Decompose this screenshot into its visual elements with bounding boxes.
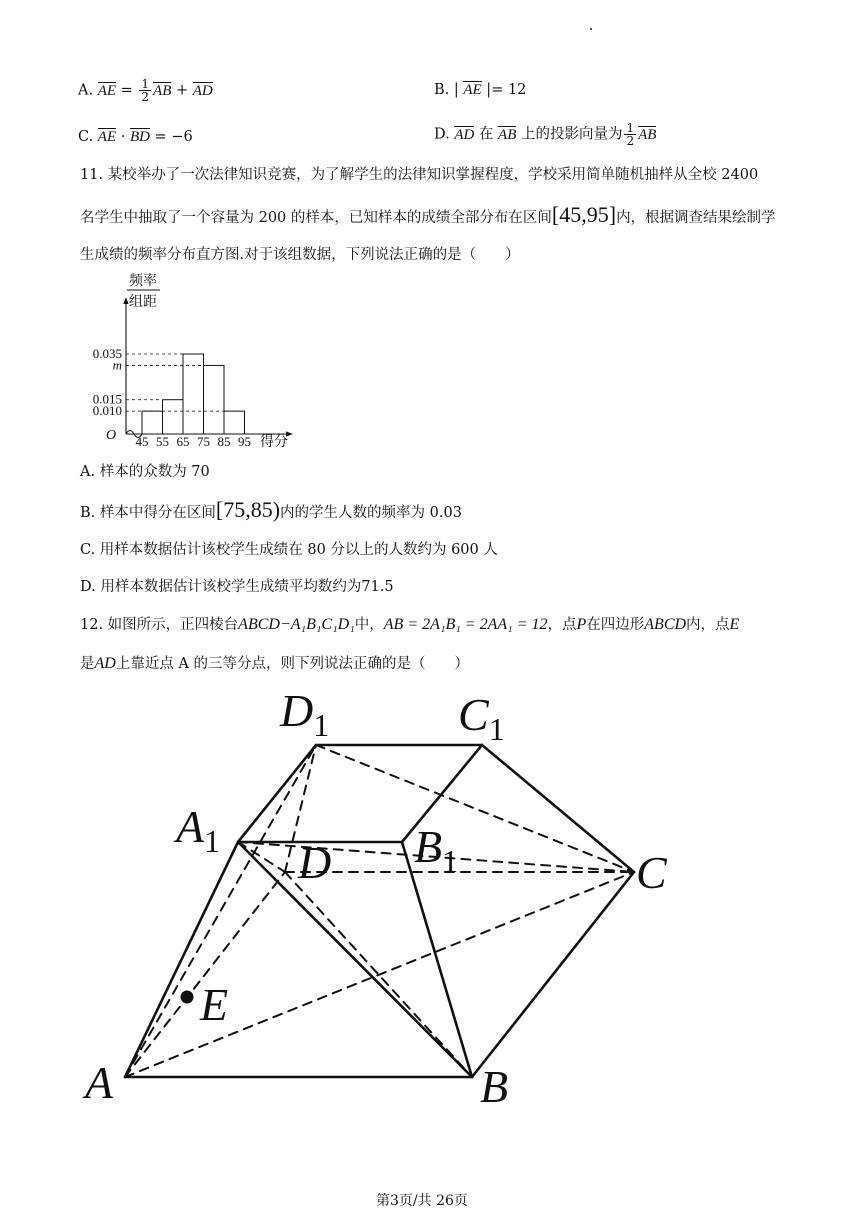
vector-ae: AE	[97, 82, 117, 99]
x-tick-label-55: 55	[156, 434, 169, 449]
diagonal-ac-hidden	[125, 872, 634, 1077]
q11-stem-line2: 名学生中抽取了一个容量为 200 的样本，已知样本的成绩全部分布在区间[45,95]内，根据调查结果绘制学	[80, 202, 776, 227]
q10-option-c[interactable]: C. AE · BD = −6	[78, 129, 193, 145]
q11-option-b[interactable]: B. 样本中得分在区间[75,85)内的学生人数的频率为 0.03	[80, 497, 462, 522]
page-footer: 第3页/共 26页	[376, 1193, 468, 1209]
q11-option-a[interactable]: A. 样本的众数为 70	[80, 464, 210, 480]
label-a: A	[85, 1057, 114, 1108]
frequency-histogram	[70, 268, 310, 458]
label-c: C	[636, 847, 667, 898]
histogram-bar-65	[183, 354, 204, 434]
x-tick-label-85: 85	[217, 434, 231, 449]
q11-stem-line3: 生成绩的频率分布直方图.对于该组数据，下列说法正确的是（ ）	[80, 247, 520, 263]
histogram-bar-55	[163, 400, 184, 434]
q11-option-d[interactable]: D. 用样本数据估计该校学生成绩平均数约为71.5	[80, 579, 394, 595]
x-tick-label-75: 75	[197, 434, 210, 449]
y-tick-label-3: 0.010	[92, 403, 122, 419]
x-tick-label-95: 95	[238, 434, 251, 449]
q12-stem-line1: 12. 如图所示，正四棱台ABCD−A₁B₁C₁D₁中，AB = 2A₁B₁ = 2AA₁ = 12，点P在四边形ABCD内，点E	[80, 616, 740, 633]
label-a1: $A_1$	[176, 801, 221, 859]
x-axis-label: 得分	[260, 435, 288, 450]
page-dot	[590, 28, 592, 30]
q10-option-a[interactable]: A. AE = $\frac{1}{2}$ AB + AD	[78, 77, 213, 104]
point-e	[181, 991, 194, 1004]
histogram-bar-75	[204, 365, 225, 434]
edge-cc1	[482, 745, 634, 872]
label-d: D	[298, 837, 332, 888]
q11-stem-line1: 11. 某校举办了一次法律知识竞赛，为了解学生的法律知识掌握程度，学校采用简单随机抽样从全校 2400	[80, 167, 759, 183]
y-tick-label-2: 0.015	[92, 391, 122, 407]
label-b: B	[480, 1061, 509, 1112]
edge-ad-hidden	[125, 872, 285, 1077]
origin-label: O	[106, 428, 117, 443]
q10-option-b[interactable]: B. | AE |= 12	[434, 82, 527, 98]
label-c1: $C_1$	[458, 689, 505, 747]
segment-d1c-hidden	[316, 745, 634, 872]
y-tick-label-1: m	[112, 357, 122, 373]
label-e: E	[200, 979, 229, 1030]
y-axis-label-bottom: 组距	[129, 295, 157, 310]
q10-option-d[interactable]: D. AD 在 AB 上的投影向量为 $\frac{1}{2}$ AB	[434, 121, 657, 148]
q12-stem-line2: 是AD上靠近点 A 的三等分点，则下列说法正确的是（ ）	[80, 655, 470, 672]
frustum-figure	[80, 680, 720, 1120]
histogram-bar-85	[224, 411, 245, 434]
histogram-bar-45	[142, 411, 163, 434]
edge-bc	[472, 872, 634, 1077]
fraction-one-half: $\frac{1}{2}$	[141, 77, 150, 104]
label-d1: $D_1$	[280, 685, 330, 743]
y-tick-label-0: 0.035	[92, 346, 122, 361]
x-tick-label-65: 65	[176, 434, 190, 449]
q11-option-c[interactable]: C. 用样本数据估计该校学生成绩在 80 分以上的人数约为 600 人	[80, 542, 498, 558]
y-axis-label-top: 频率	[129, 274, 157, 289]
x-tick-label-45: 45	[135, 434, 149, 449]
label-b1: $B_1$	[414, 821, 459, 879]
edge-aa1	[125, 842, 238, 1077]
